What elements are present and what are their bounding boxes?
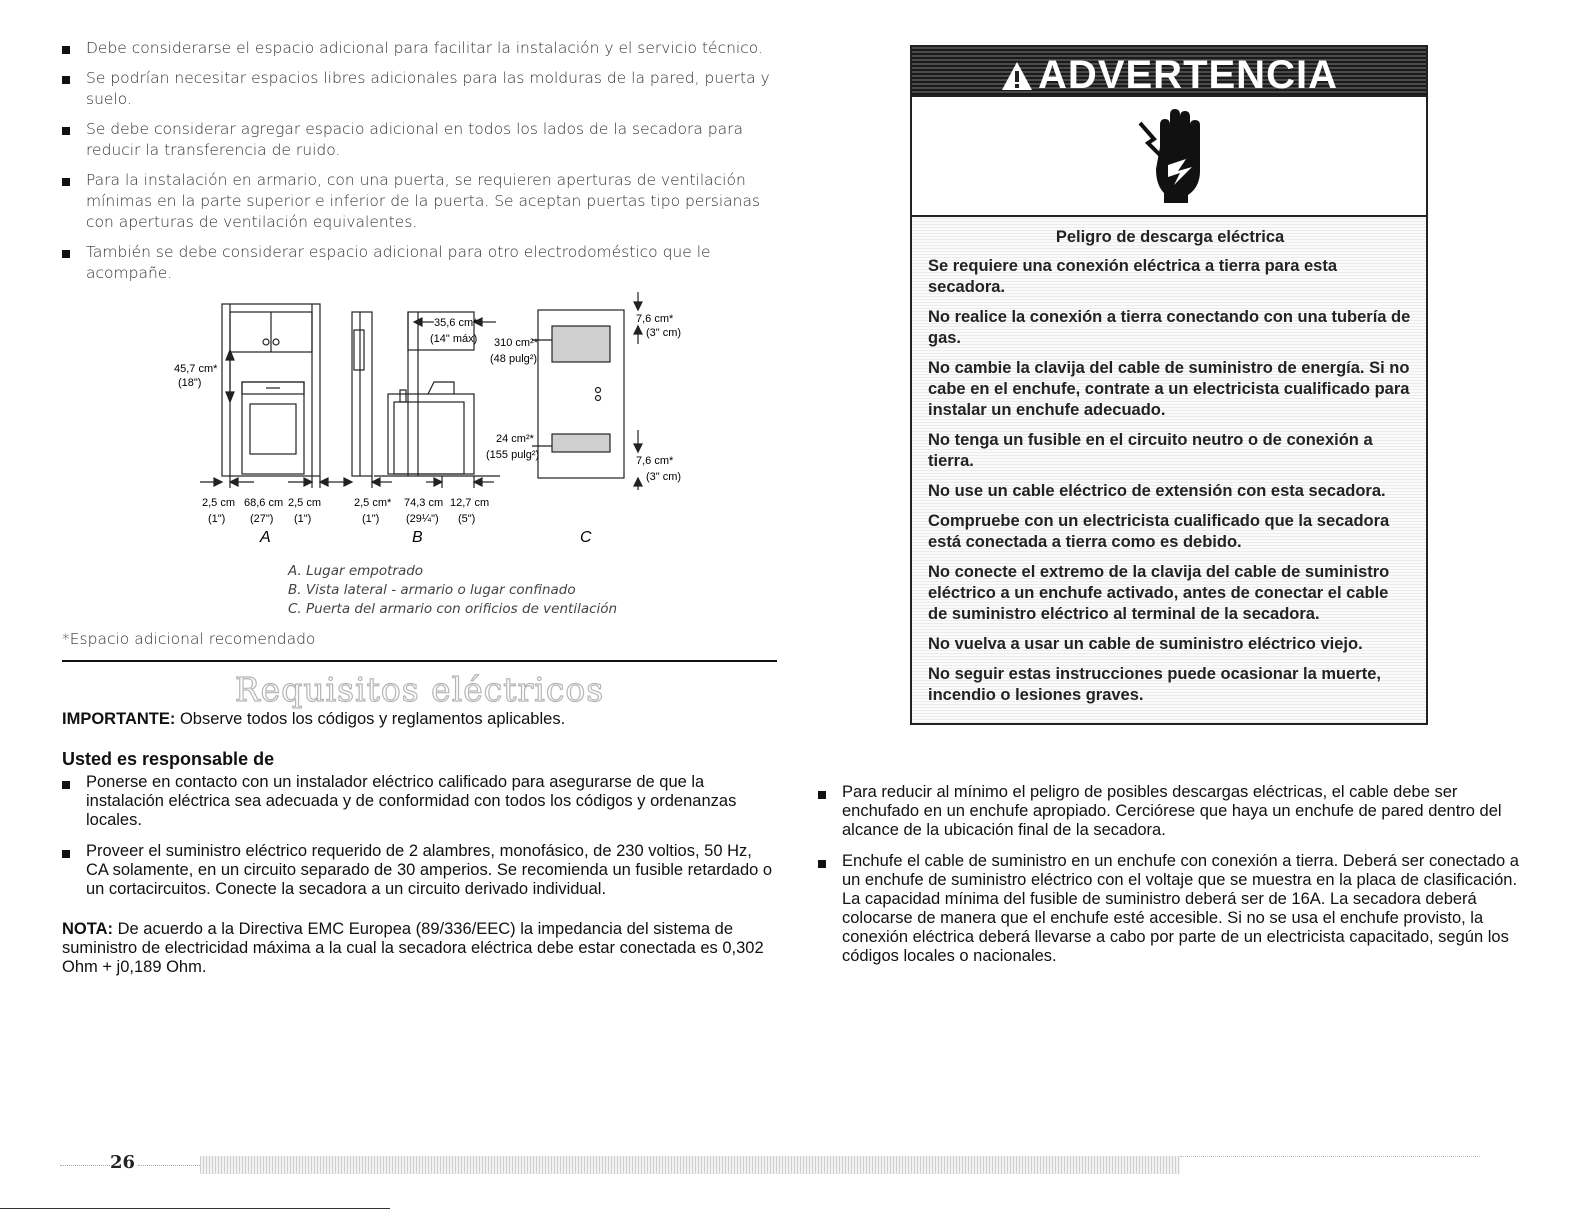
legend-item-a: A. Lugar empotrado bbox=[288, 563, 424, 579]
list-item: Debe considerarse el espacio adicional para facilitar la instalación y el servicio técnico. bbox=[30, 38, 790, 59]
diagram-b-w2-in: (29¼") bbox=[406, 513, 439, 525]
nota-paragraph bbox=[62, 920, 777, 977]
section-divider bbox=[62, 660, 777, 662]
footer-dotted-rule-left bbox=[60, 1165, 110, 1166]
footnote: *Espacio adicional recomendado bbox=[62, 630, 316, 648]
diagram-c-bottom-gap-in: (3" cm) bbox=[646, 471, 682, 483]
list-item: Ponerse en contacto con un instalador eléctrico calificado para asegurarse de que la instalación eléctrica sea adecuada y de conformidad con todos los códigos y ordenanzas locales. bbox=[30, 773, 776, 830]
diagram-a-height-cm: 45,7 cm* bbox=[174, 363, 218, 375]
diagram-a-height-arrow bbox=[226, 350, 234, 402]
footer-dotted-rule-mid bbox=[138, 1165, 200, 1166]
diagram-b-depth-in: (14" máx) bbox=[430, 333, 478, 345]
diagram-c-arrows bbox=[532, 292, 642, 490]
diagram-a-recess bbox=[222, 304, 320, 476]
diagram-b-w3-cm: 12,7 cm bbox=[450, 497, 490, 509]
important-note bbox=[62, 710, 777, 729]
diagram-c-top-gap-in: (3" cm) bbox=[646, 327, 682, 339]
diagram-b-side-view bbox=[352, 312, 500, 476]
warning-item: No seguir estas instrucciones puede ocasionar la muerte, incendio o lesiones graves. bbox=[928, 665, 1381, 704]
diagram-c-bottom-gap-cm: 7,6 cm* bbox=[636, 455, 674, 467]
diagram-c-letter: C bbox=[580, 529, 592, 546]
right-bullet-list bbox=[786, 783, 1526, 975]
list-item: Para la instalación en armario, con una puerta, se requieren aperturas de ventilación mínimas en la parte superior e inferior de la puerta. Se aceptan puertas tipo persianas con aperturas de ventilación equivalentes. bbox=[30, 170, 790, 233]
important-label: IMPORTANTE: bbox=[62, 710, 176, 728]
diagram-b-depth-cm: 35,6 cm* bbox=[434, 317, 478, 329]
diagram-b-width-arrows bbox=[342, 476, 494, 488]
diagram-a-height-in: (18") bbox=[178, 377, 202, 389]
warning-item: Se requiere una conexión eléctrica a tierra para esta secadora. bbox=[928, 257, 1338, 296]
warning-item: No cambie la clavija del cable de suministro de energía. Si no cabe en el enchufe, contrate a un electricista cualificado para instalar un enchufe adecuado. bbox=[928, 359, 1410, 419]
responsibility-heading: Usted es responsable de bbox=[62, 749, 275, 769]
warning-item: Compruebe con un electricista cualificado que la secadora está conectada a tierra como es debido. bbox=[928, 512, 1390, 551]
warning-item: No tenga un fusible en el circuito neutro o de conexión a tierra. bbox=[928, 431, 1373, 470]
diagram-c-door bbox=[538, 310, 624, 478]
diagram-a-width-arrows bbox=[200, 476, 342, 488]
page-number: 26 bbox=[110, 1152, 136, 1173]
responsibility-list bbox=[30, 773, 776, 908]
diagram-c-top-vent-cm: 310 cm²* bbox=[494, 337, 539, 349]
warning-item: No conecte el extremo de la clavija del cable de suministro eléctrico a un enchufe activado, antes de conectar el cable de suministro eléctrico al terminal de la secadora. bbox=[928, 563, 1390, 623]
list-item: Enchufe el cable de suministro en un enchufe con conexión a tierra. Deberá ser conectado a un enchufe de suministro eléctrico con el voltaje que se muestra en la placa de clasificación. La capacidad mínima del fusible de suministro deberá ser de 16A. La secadora deberá colocarse de manera que el enchufe esté accesible. Si no se usa el enchufe provisto, la conexión eléctrica deberá llevarse a cabo por parte de un electricista capacitado, según los códigos locales o nacionales. bbox=[786, 852, 1526, 966]
installation-clearance-diagram bbox=[160, 290, 720, 560]
diagram-c-top-gap-cm: 7,6 cm* bbox=[636, 313, 674, 325]
list-item: Para reducir al mínimo el peligro de posibles descargas eléctricas, el cable debe ser enchufado en un enchufe apropiado. Cerciórese que haya un enchufe de pared dentro del alcance de la ubicación final de la secadora. bbox=[786, 783, 1526, 840]
warning-title: ADVERTENCIA bbox=[912, 47, 1426, 102]
top-bullet-list bbox=[30, 38, 790, 293]
electric-shock-hand-icon bbox=[1134, 105, 1208, 205]
bottom-edge-line bbox=[0, 1208, 390, 1209]
diagram-a-w2-in: (27") bbox=[250, 513, 274, 525]
diagram-b-w2-cm: 74,3 cm bbox=[404, 497, 444, 509]
diagram-b-w1-in: (1") bbox=[362, 513, 380, 525]
diagram-a-w1-cm: 2,5 cm bbox=[202, 497, 236, 509]
diagram-a-w1-in: (1") bbox=[208, 513, 226, 525]
warning-item: No realice la conexión a tierra conectando con una tubería de gas. bbox=[928, 308, 1411, 347]
nota-text: De acuerdo a la Directiva EMC Europea (89/336/EEC) la impedancia del sistema de suministro de electricidad máxima a la cual la secadora eléctrica debe estar conectada es 0,302 Ohm + j0,189 Ohm. bbox=[62, 920, 764, 976]
warning-item: No vuelva a usar un cable de suministro eléctrico viejo. bbox=[928, 635, 1363, 653]
warning-header bbox=[910, 45, 1428, 97]
diagram-a-w3-cm: 2,5 cm bbox=[288, 497, 322, 509]
shock-icon-area bbox=[910, 97, 1428, 215]
diagram-c-bottom-vent-cm: 24 cm²* bbox=[496, 433, 534, 445]
list-item: Se podrían necesitar espacios libres adicionales para las molduras de la pared, puerta y suelo. bbox=[30, 68, 790, 110]
warning-heading: Peligro de descarga eléctrica bbox=[1055, 228, 1285, 246]
footer-dotted-rule-right bbox=[1180, 1156, 1480, 1157]
diagram-legend bbox=[288, 562, 708, 619]
warning-item: No use un cable eléctrico de extensión con esta secadora. bbox=[928, 482, 1386, 500]
list-item: También se debe considerar espacio adicional para otro electrodoméstico que le acompañe. bbox=[30, 242, 790, 284]
nota-label: NOTA: bbox=[62, 920, 114, 938]
warning-triangle-icon bbox=[1000, 57, 1034, 102]
section-title: Requisitos eléctricos bbox=[234, 670, 605, 709]
diagram-b-w1-cm: 2,5 cm* bbox=[354, 497, 392, 509]
diagram-b-letter: B bbox=[412, 529, 423, 546]
list-item: Proveer el suministro eléctrico requerido de 2 alambres, monofásico, de 230 voltios, 50 Hz, CA solamente, en un circuito separado de 30 amperios. Se recomienda un fusible retardado o un cortacircuitos. Conecte la secadora a un circuito derivado individual. bbox=[30, 842, 776, 899]
diagram-a-w2-cm: 68,6 cm bbox=[244, 497, 284, 509]
diagram-c-bottom-vent-in: (155 pulg²) bbox=[486, 449, 540, 461]
diagram-b-w3-in: (5") bbox=[458, 513, 476, 525]
list-item: Se debe considerar agregar espacio adicional en todos los lados de la secadora para reducir la transferencia de ruido. bbox=[30, 119, 790, 161]
diagram-a-w3-in: (1") bbox=[294, 513, 312, 525]
diagram-a-letter: A bbox=[260, 529, 271, 546]
warning-panel bbox=[910, 45, 1428, 725]
legend-item-c: C. Puerta del armario con orificios de ventilación bbox=[288, 601, 618, 617]
footer-band bbox=[200, 1156, 1180, 1174]
diagram-c-top-vent-in: (48 pulg²) bbox=[490, 353, 538, 365]
warning-body bbox=[910, 215, 1428, 725]
important-text: Observe todos los códigos y reglamentos aplicables. bbox=[175, 710, 566, 728]
legend-item-b: B. Vista lateral - armario o lugar confinado bbox=[288, 582, 576, 598]
